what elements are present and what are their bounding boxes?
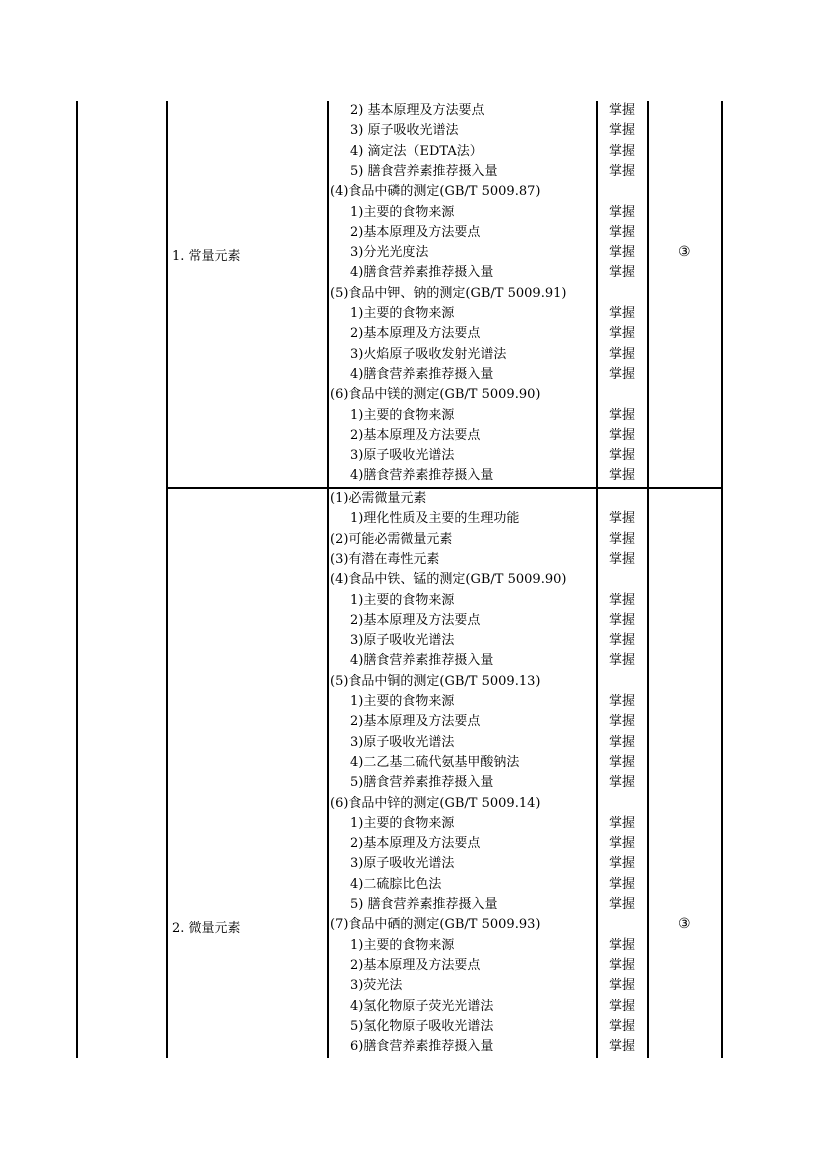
item-text: (6)食品中锌的测定(GB/T 5009.14) (330, 795, 541, 811)
item-text: 1)主要的食物来源 (350, 407, 455, 423)
mastery-mark: 掌握 (609, 204, 636, 220)
item-text: 1)主要的食物来源 (350, 204, 455, 220)
item-text: 4)膳食营养素推荐摄入量 (350, 265, 494, 281)
item-text: 6)膳食营养素推荐摄入量 (350, 1039, 494, 1055)
item-text: 1)主要的食物来源 (350, 937, 455, 953)
section-label-2: 2. 微量元素 (172, 921, 241, 936)
mastery-mark: 掌握 (609, 306, 636, 321)
mastery-mark: 掌握 (609, 998, 636, 1014)
mastery-mark: 掌握 (609, 1018, 636, 1034)
column-divider-1 (166, 101, 168, 1058)
item-text: 2)基本原理及方法要点 (350, 957, 481, 973)
mastery-mark: 掌握 (609, 224, 636, 240)
item-text: (1)必需微量元素 (330, 491, 427, 506)
column-divider-2 (327, 101, 329, 1058)
item-text: (7)食品中硒的测定(GB/T 5009.93) (330, 917, 541, 933)
item-text: 4)膳食营养素推荐摄入量 (350, 653, 494, 669)
item-text: (5)食品中钾、钠的测定(GB/T 5009.91) (330, 285, 567, 301)
mastery-mark: 掌握 (609, 714, 636, 730)
item-text: (5)食品中铜的测定(GB/T 5009.13) (330, 673, 541, 689)
column-divider-4 (647, 101, 649, 1058)
item-text: (4)食品中铁、锰的测定(GB/T 5009.90) (330, 572, 567, 588)
item-text: 4)氢化物原子荧光光谱法 (350, 998, 494, 1014)
item-text: (2)可能必需微量元素 (330, 531, 453, 547)
mastery-mark: 掌握 (609, 775, 636, 791)
mastery-mark: 掌握 (609, 978, 636, 994)
mastery-mark: 掌握 (609, 103, 636, 118)
mastery-mark: 掌握 (609, 957, 636, 973)
item-text: 1)主要的食物来源 (350, 694, 455, 709)
section-level-1: ③ (678, 244, 691, 260)
item-text: 2)基本原理及方法要点 (350, 427, 481, 443)
item-text: 4) 滴定法（EDTA法） (350, 143, 483, 159)
mastery-mark: 掌握 (609, 366, 636, 382)
mastery-mark: 掌握 (609, 653, 636, 669)
mastery-mark: 掌握 (609, 468, 636, 484)
mastery-mark: 掌握 (609, 123, 636, 139)
mastery-mark: 掌握 (609, 448, 636, 464)
mastery-mark: 掌握 (609, 511, 636, 527)
column-divider-3 (596, 101, 598, 1058)
item-text: 2) 基本原理及方法要点 (350, 103, 485, 118)
item-text: 1)主要的食物来源 (350, 592, 455, 608)
mastery-mark: 掌握 (609, 734, 636, 750)
item-text: 3)分光光度法 (350, 245, 429, 261)
item-text: 2)基本原理及方法要点 (350, 612, 481, 628)
item-text: (3)有潜在毒性元素 (330, 551, 440, 567)
mastery-mark: 掌握 (609, 897, 636, 912)
mastery-mark: 掌握 (609, 856, 636, 872)
mastery-mark: 掌握 (609, 245, 636, 261)
item-text: 1)主要的食物来源 (350, 815, 455, 831)
item-text: 2)基本原理及方法要点 (350, 224, 481, 240)
item-text: 5)氢化物原子吸收光谱法 (350, 1018, 494, 1034)
item-text: (4)食品中磷的测定(GB/T 5009.87) (330, 184, 541, 200)
item-text: 3)荧光法 (350, 978, 403, 994)
table-left-border (76, 101, 78, 1058)
item-text: 4)二乙基二硫代氨基甲酸钠法 (350, 754, 520, 770)
mastery-mark: 掌握 (609, 531, 636, 547)
item-text: 4)膳食营养素推荐摄入量 (350, 468, 494, 484)
mastery-mark: 掌握 (609, 694, 636, 709)
section-label-1: 1. 常量元素 (172, 249, 241, 264)
mastery-mark: 掌握 (609, 1039, 636, 1055)
item-text: 3)原子吸收光谱法 (350, 448, 455, 464)
section-divider (166, 487, 723, 489)
item-text: 2)基本原理及方法要点 (350, 836, 481, 852)
mastery-mark: 掌握 (609, 876, 636, 892)
item-text: 3)火焰原子吸收发射光谱法 (350, 346, 507, 362)
item-text: 4)膳食营养素推荐摄入量 (350, 366, 494, 382)
mastery-mark: 掌握 (609, 346, 636, 362)
mastery-mark: 掌握 (609, 163, 636, 179)
mastery-mark: 掌握 (609, 754, 636, 770)
item-text: 1)主要的食物来源 (350, 306, 455, 321)
item-text: 1)理化性质及主要的生理功能 (350, 511, 520, 527)
mastery-mark: 掌握 (609, 326, 636, 342)
mastery-mark: 掌握 (609, 143, 636, 159)
mastery-mark: 掌握 (609, 407, 636, 423)
mastery-mark: 掌握 (609, 836, 636, 852)
mastery-mark: 掌握 (609, 937, 636, 953)
item-text: 2)基本原理及方法要点 (350, 326, 481, 342)
mastery-mark: 掌握 (609, 815, 636, 831)
mastery-mark: 掌握 (609, 612, 636, 628)
mastery-mark: 掌握 (609, 633, 636, 649)
table-right-border (721, 101, 723, 1058)
item-text: 3)原子吸收光谱法 (350, 734, 455, 750)
item-text: 3) 原子吸收光谱法 (350, 123, 459, 139)
item-text: (6)食品中镁的测定(GB/T 5009.90) (330, 387, 541, 403)
item-text: 5) 膳食营养素推荐摄入量 (350, 163, 498, 179)
item-text: 2)基本原理及方法要点 (350, 714, 481, 730)
mastery-mark: 掌握 (609, 427, 636, 443)
mastery-mark: 掌握 (609, 551, 636, 567)
mastery-mark: 掌握 (609, 265, 636, 281)
mastery-mark: 掌握 (609, 592, 636, 608)
item-text: 4)二硫腙比色法 (350, 876, 442, 892)
section-level-2: ③ (678, 916, 691, 932)
item-text: 5)膳食营养素推荐摄入量 (350, 775, 494, 791)
item-text: 3)原子吸收光谱法 (350, 633, 455, 649)
item-text: 5) 膳食营养素推荐摄入量 (350, 897, 498, 912)
item-text: 3)原子吸收光谱法 (350, 856, 455, 872)
